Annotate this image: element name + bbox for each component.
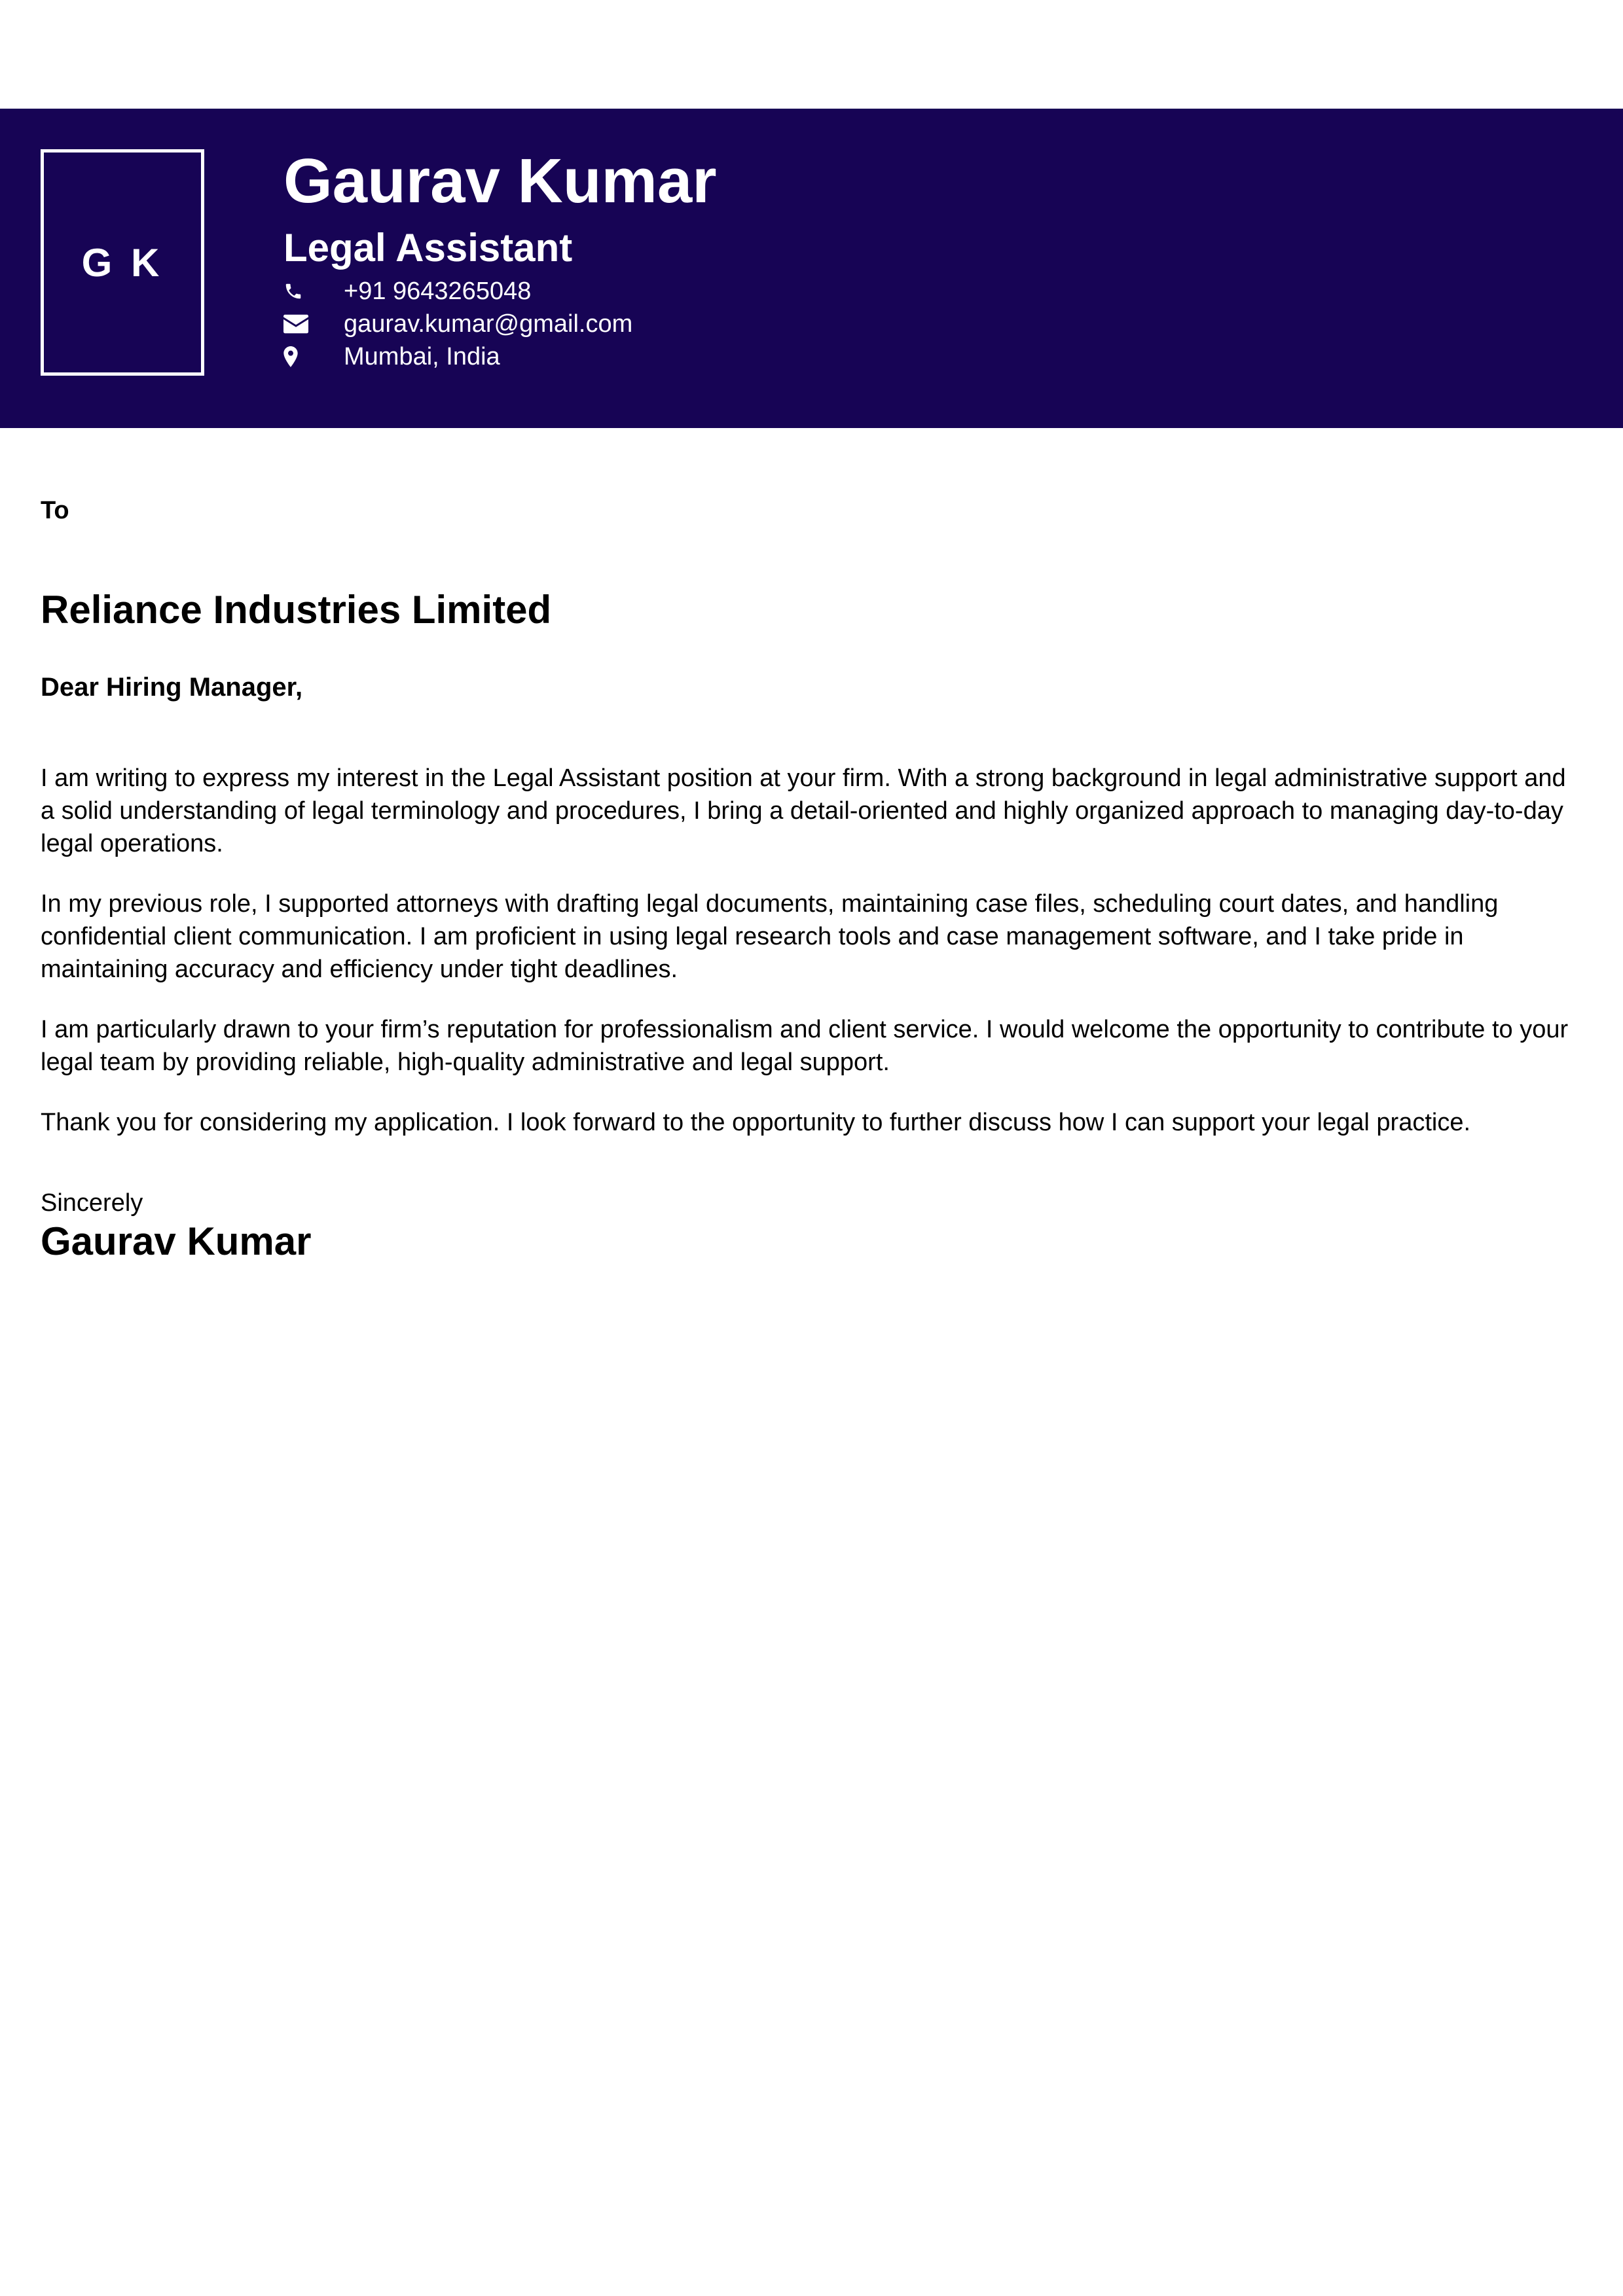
phone-text: +91 9643265048	[344, 278, 532, 305]
job-title: Legal Assistant	[283, 226, 573, 270]
to-label: To	[41, 497, 69, 524]
email-text: gaurav.kumar@gmail.com	[344, 310, 633, 338]
location-text: Mumbai, India	[344, 343, 500, 370]
header-banner	[0, 109, 1623, 428]
paragraph-experience: In my previous role, I supported attorneys with drafting legal documents, maintaining case files, scheduling court dates, and handling confidential client communication. I am proficient in using legal research tools and case management software, and I take pride in maintaining accuracy and efficiency under tight deadlines.	[41, 889, 1499, 983]
paragraph-motivation: I am particularly drawn to your firm’s reputation for professionalism and client service. I would welcome the opportunity to contribute to your legal team by providing reliable, high-quality administrative and legal support.	[41, 1015, 1569, 1076]
phone-icon	[283, 281, 344, 301]
signature-name: Gaurav Kumar	[41, 1219, 312, 1264]
monogram: G K	[41, 149, 204, 376]
closing: Sincerely	[41, 1189, 143, 1217]
envelope-icon	[283, 314, 344, 334]
paragraph-intro: I am writing to express my interest in the Legal Assistant position at your firm. With a strong background in legal administrative support and a solid understanding of legal terminology and procedures, I bring a detail-oriented and highly organized approach to managing day-to-day legal operations.	[41, 764, 1566, 857]
paragraph-closing: Thank you for considering my application. I look forward to the opportunity to further discuss how I can support your legal practice.	[41, 1108, 1471, 1136]
recipient-company: Reliance Industries Limited	[41, 587, 552, 632]
contact-phone	[283, 275, 632, 308]
contact-location	[283, 340, 632, 373]
contact-email	[283, 308, 632, 340]
applicant-name: Gaurav Kumar	[283, 146, 717, 216]
letter-body	[41, 484, 1582, 1265]
map-marker-icon	[283, 346, 344, 367]
salutation: Dear Hiring Manager,	[41, 672, 303, 702]
contact-list	[283, 275, 632, 373]
